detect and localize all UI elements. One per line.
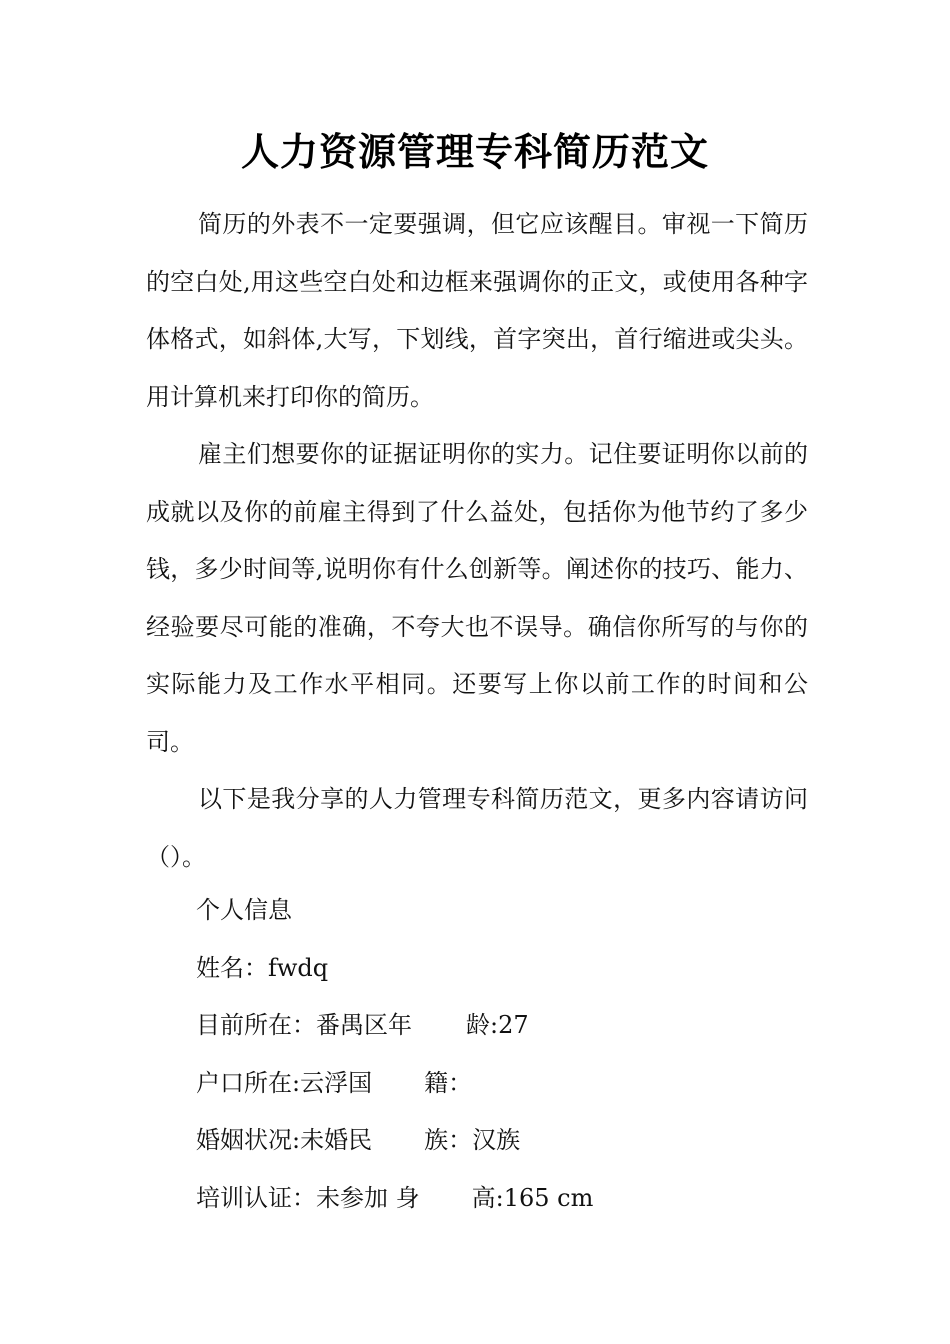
info-hukou: 户口所在:云浮国 (196, 1068, 373, 1097)
personal-info-section (196, 882, 796, 1227)
personal-info-heading: 个人信息 (196, 896, 292, 924)
info-location-row (196, 997, 796, 1055)
info-training: 培训认证：未参加 身 (196, 1183, 420, 1212)
document-title: 人力资源管理专科简历范文 (240, 129, 709, 174)
document-body (146, 196, 808, 886)
info-name: 姓名：fwdq (196, 953, 329, 982)
info-hukou-row (196, 1055, 796, 1113)
info-age: 龄:27 (466, 1011, 529, 1039)
info-nationality: 籍： (424, 1068, 473, 1097)
info-ethnicity: 族：汉族 (424, 1126, 521, 1154)
info-height: 高:165 cm (471, 1183, 594, 1212)
paragraph-resume-appearance: 简历的外表不一定要强调，但它应该醒目。审视一下简历的空白处,用这些空白处和边框来强调你的正文，或使用各种字体格式，如斜体,大写，下划线，首字突出，首行缩进或尖头。 用计算机来打印你的简历。 (146, 210, 808, 411)
paragraph-sample-intro: 以下是我分享的人力管理专科简历范文，更多内容请访问（）。 (146, 785, 808, 871)
paragraph-employer-evidence: 雇主们想要你的证据证明你的实力。记住要证明你以前的成就以及你的前雇主得到了什么益处，包括你为他节约了多少钱，多少时间等,说明你有什么创新等。阐述你的技巧、能力、经验要尽可能的准确，不夸大也不误导。确信你所写的与你的实际能力及工作水平相同。还要写上你以前工作的时间和公司。 (146, 440, 808, 756)
info-marital-status: 婚姻状况:未婚民 (196, 1126, 373, 1154)
info-location: 目前所在：番禺区年 (196, 1011, 412, 1039)
info-training-row (196, 1170, 796, 1228)
info-marital-row (196, 1112, 796, 1170)
